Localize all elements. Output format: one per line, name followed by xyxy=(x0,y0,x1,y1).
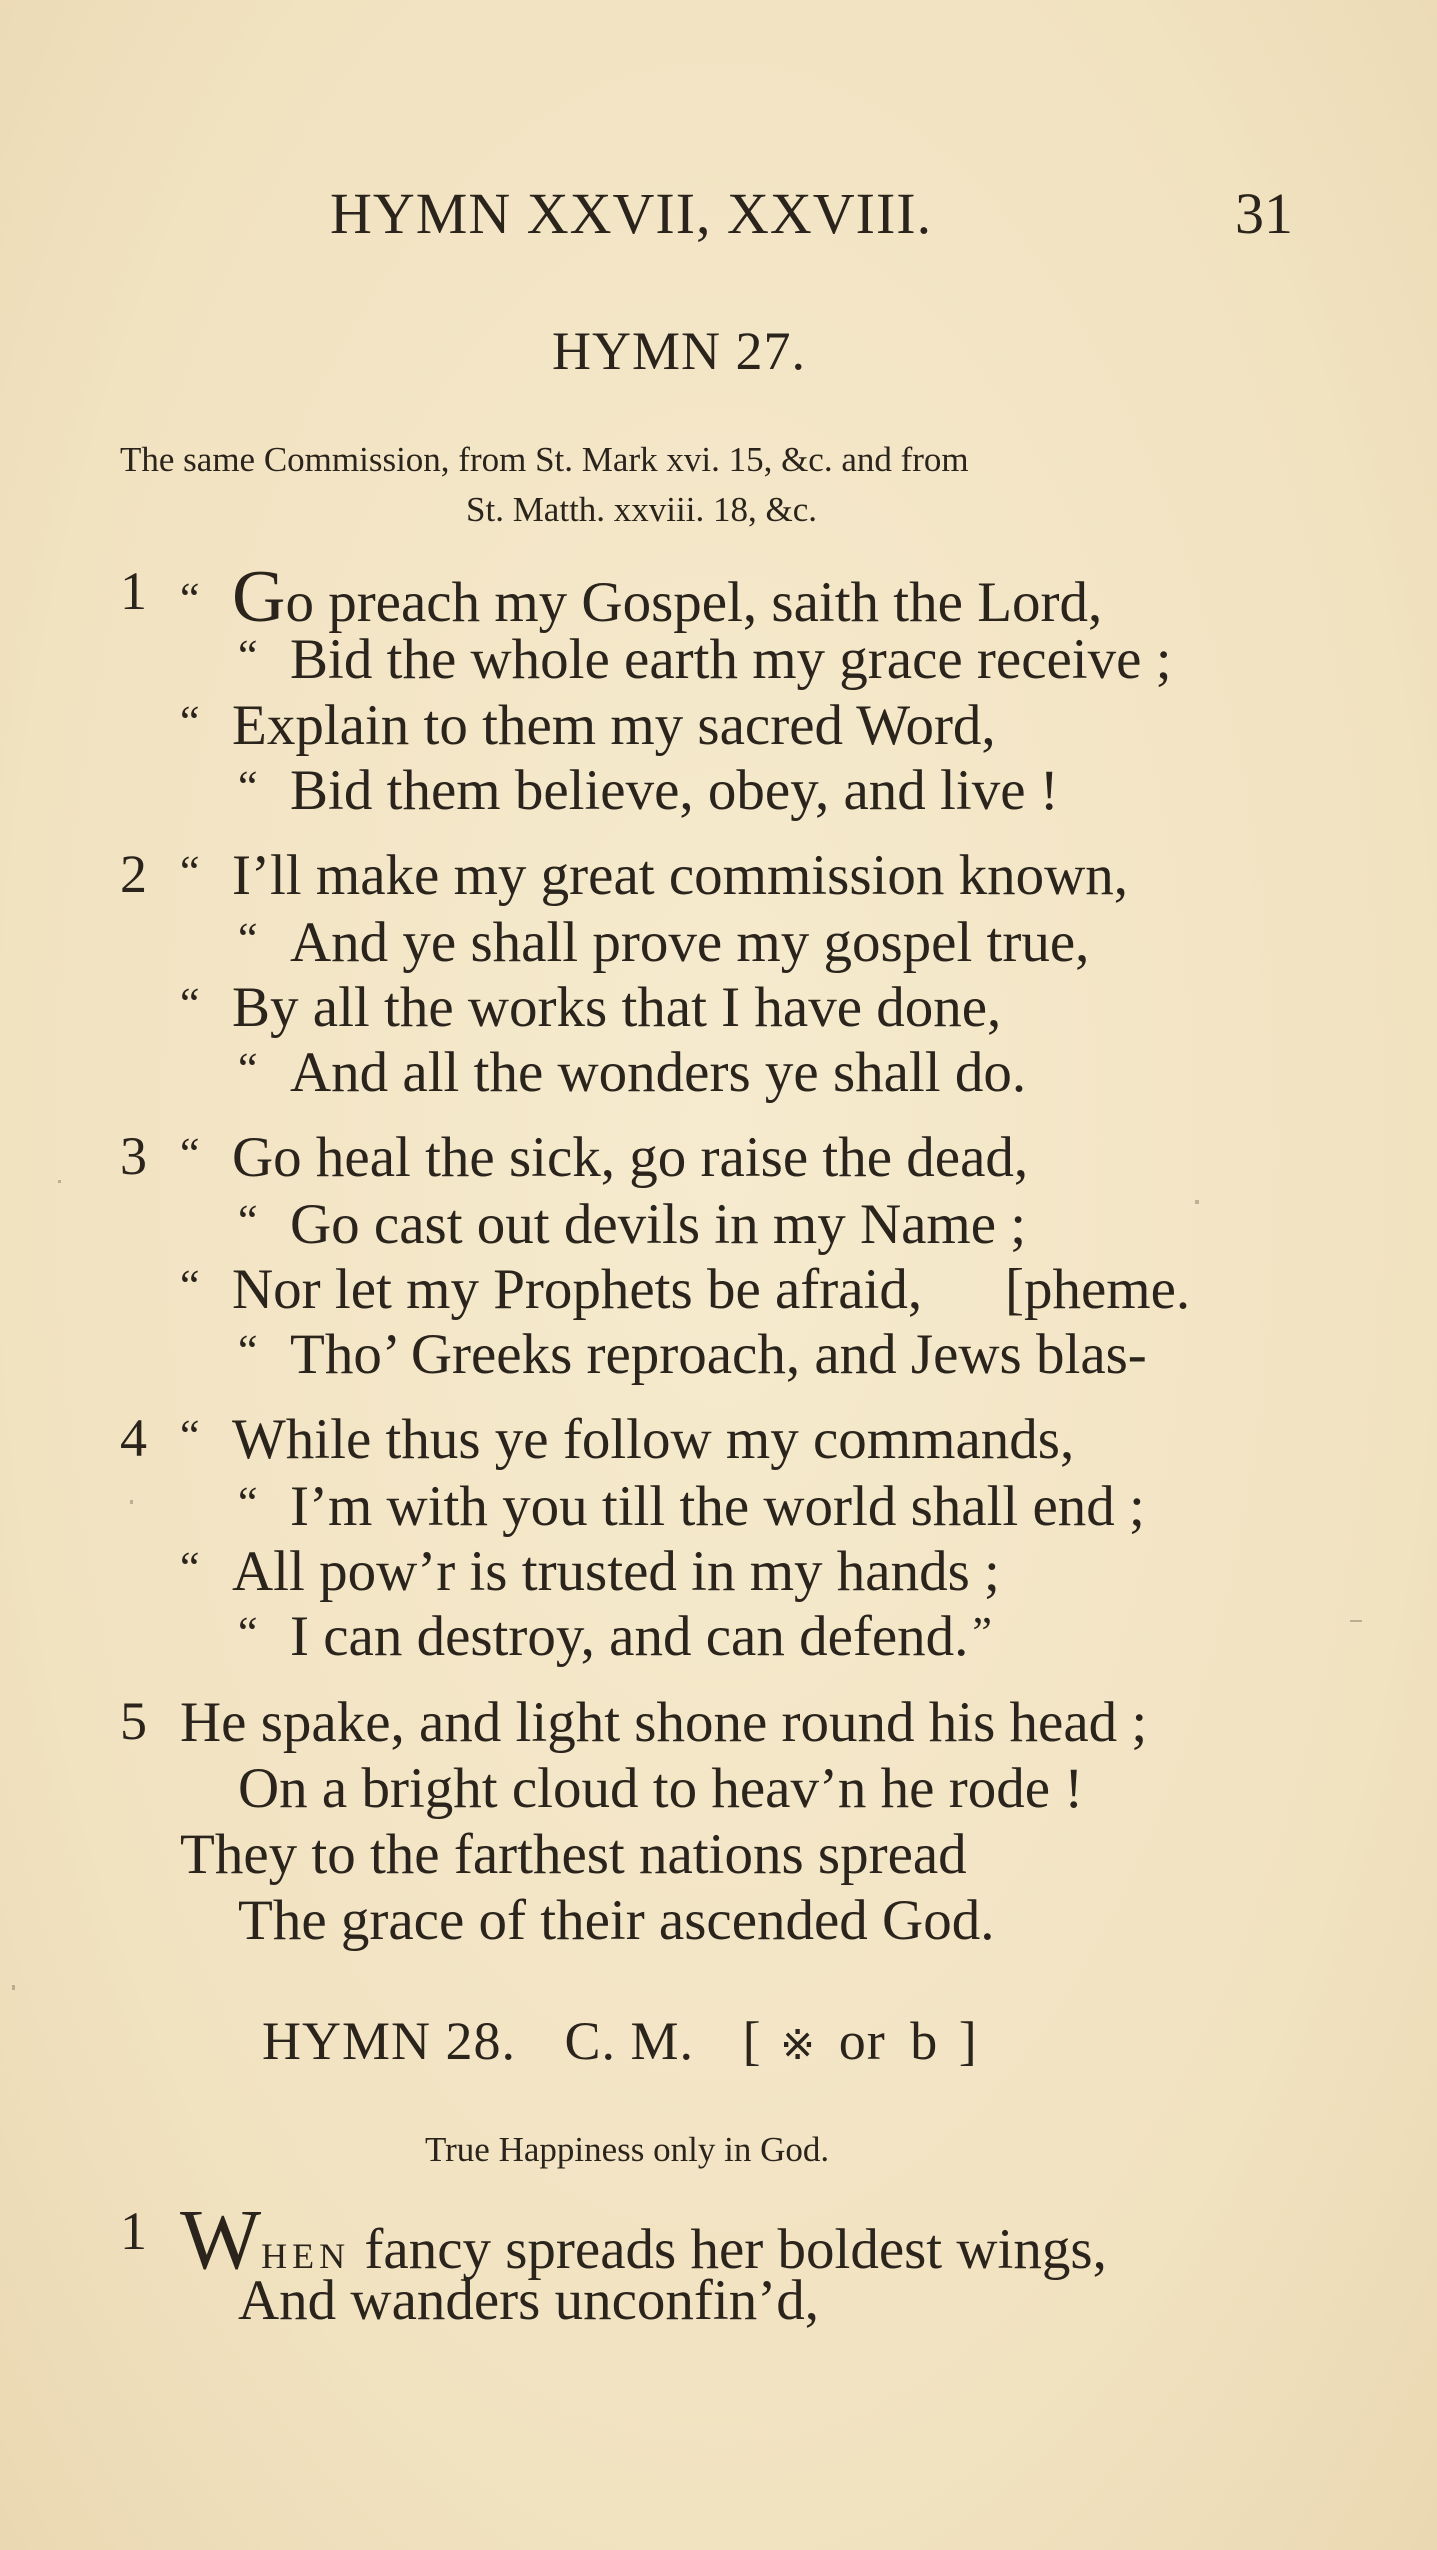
stanza-1-line-3 xyxy=(180,693,996,758)
line-text: Tho’ Greeks reproach, and Jews blas- xyxy=(290,1323,1147,1386)
line-text: Go cast out devils in my Name ; xyxy=(290,1193,1027,1256)
sharp-icon: ※ xyxy=(780,2023,817,2069)
stanza-2-number: 2 xyxy=(120,844,147,904)
stanza-2-line-1 xyxy=(180,843,1128,908)
open-quote: “ xyxy=(238,1196,258,1245)
line-text: Go heal the sick, go raise the dead, xyxy=(232,1126,1029,1189)
line-text: All pow’r is trusted in my hands ; xyxy=(232,1540,1000,1603)
paper-speck xyxy=(1195,1200,1199,1204)
stanza-4-line-3 xyxy=(180,1539,1000,1604)
stanza-1-line-1 xyxy=(180,556,1103,638)
line-text: While thus ye follow my commands, xyxy=(232,1408,1075,1471)
stanza-2-line-2 xyxy=(238,910,1089,975)
line-text: I’m with you till the world shall end ; xyxy=(290,1475,1145,1538)
stanza-3-line-2 xyxy=(238,1192,1026,1257)
hymn-28-meter: C. M. xyxy=(564,2011,695,2071)
hymn-27-title: HYMN 27. xyxy=(552,321,807,381)
line-text: Bid the whole earth my grace receive ; xyxy=(290,628,1172,691)
line-text: I’ll make my great commission known, xyxy=(232,844,1128,907)
line-text: And ye shall prove my gospel true, xyxy=(290,911,1090,974)
close-quote: ” xyxy=(972,1608,992,1657)
open-quote: “ xyxy=(238,631,258,680)
stanza-5-line-4: The grace of their ascended God. xyxy=(238,1889,995,1952)
open-quote: “ xyxy=(238,1478,258,1527)
stanza-1-number: 1 xyxy=(120,561,147,621)
flat-icon: b xyxy=(910,2011,939,2071)
open-quote: “ xyxy=(238,914,258,963)
open-quote: “ xyxy=(180,847,200,896)
key-or: or xyxy=(838,2011,886,2071)
paper-speck xyxy=(12,1985,15,1990)
hymn-28-number: HYMN 28. xyxy=(262,2011,517,2071)
line-text: And all the wonders ye shall do. xyxy=(290,1041,1027,1104)
stanza-5-line-3: They to the farthest nations spread xyxy=(180,1823,967,1886)
open-quote: “ xyxy=(180,697,200,746)
running-title: HYMN XXVII, XXVIII. xyxy=(330,181,933,246)
stanza-3-turnover: [pheme. xyxy=(1005,1258,1191,1321)
stanza-3-line-3 xyxy=(180,1257,922,1322)
open-quote: “ xyxy=(180,1543,200,1592)
stanza-4-line-1 xyxy=(180,1407,1074,1472)
line-text: fancy spreads her boldest wings, xyxy=(364,2218,1107,2281)
key-close-bracket: ] xyxy=(958,2011,978,2071)
hymn-28-title xyxy=(262,2010,978,2072)
line-text: o preach my Gospel, saith the Lord, xyxy=(285,571,1103,634)
key-open-bracket: [ xyxy=(742,2011,762,2071)
line-text: Explain to them my sacred Word, xyxy=(232,694,996,757)
stanza-3-line-4 xyxy=(238,1322,1147,1387)
stanza-5-line-2: On a bright cloud to heav’n he rode ! xyxy=(238,1757,1084,1820)
hymn-28-stanza-1-number: 1 xyxy=(120,2201,147,2261)
open-quote: “ xyxy=(180,1261,200,1310)
open-quote: “ xyxy=(238,1608,258,1657)
line-text: I can destroy, and can defend. xyxy=(290,1605,969,1668)
open-quote: “ xyxy=(180,979,200,1028)
paper-speck xyxy=(1350,1620,1362,1622)
stanza-4-line-4 xyxy=(238,1604,992,1669)
line-text: Nor let my Prophets be afraid, xyxy=(232,1258,923,1321)
open-quote: “ xyxy=(238,762,258,811)
hymn-28-subtitle: True Happiness only in God. xyxy=(425,2130,830,2169)
stanza-3-number: 3 xyxy=(120,1126,147,1186)
stanza-5-number: 5 xyxy=(120,1691,147,1751)
stanza-4-number: 4 xyxy=(120,1408,147,1468)
stanza-1-line-4 xyxy=(238,758,1059,823)
open-quote: “ xyxy=(238,1044,258,1093)
line-text: Bid them believe, obey, and live ! xyxy=(290,759,1059,822)
open-quote: “ xyxy=(238,1326,258,1375)
open-quote: “ xyxy=(180,574,200,623)
hymn-27-subtitle-line-2: St. Matth. xxviii. 18, &c. xyxy=(466,490,817,529)
hymn-27-subtitle-line-1: The same Commission, from St. Mark xvi. 15, &c. and from xyxy=(120,440,969,479)
stanza-2-line-4 xyxy=(238,1040,1026,1105)
page-number: 31 xyxy=(1235,181,1293,246)
drop-cap: W xyxy=(180,2191,262,2287)
stanza-4-line-2 xyxy=(238,1474,1145,1539)
stanza-2-line-3 xyxy=(180,975,1001,1040)
paper-speck xyxy=(58,1180,61,1183)
small-caps: HEN xyxy=(261,2236,351,2276)
open-quote: “ xyxy=(180,1129,200,1178)
paper-speck xyxy=(130,1500,133,1504)
stanza-5-line-1: He spake, and light shone round his head ; xyxy=(180,1691,1148,1754)
open-quote: “ xyxy=(180,1411,200,1460)
hymn-28-stanza-1-line-2: And wanders unconfin’d, xyxy=(238,2269,819,2332)
line-text: By all the works that I have done, xyxy=(232,976,1002,1039)
stanza-1-line-2 xyxy=(238,627,1172,692)
stanza-3-line-1 xyxy=(180,1125,1028,1190)
drop-cap: G xyxy=(232,556,286,638)
